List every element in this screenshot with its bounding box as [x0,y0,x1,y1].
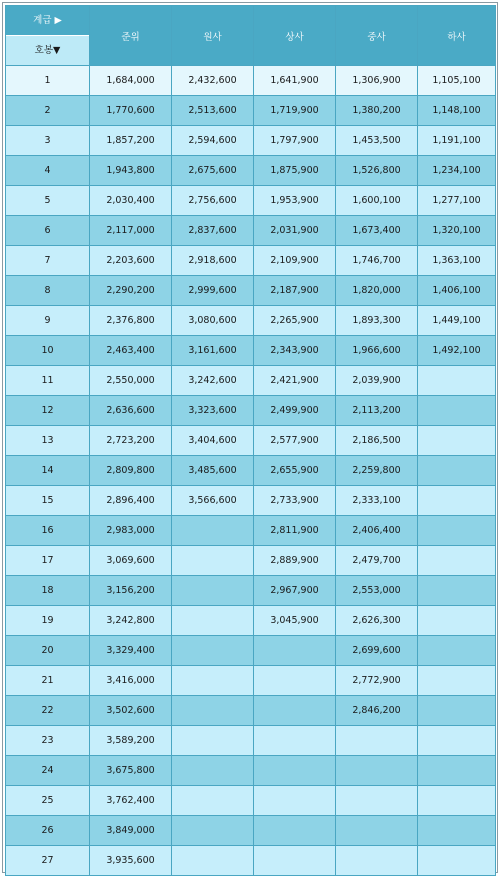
pay-cell [172,576,254,606]
step-cell: 3 [6,126,90,156]
table-row [6,126,496,156]
pay-cell [172,606,254,636]
corner-header [6,6,90,66]
pay-cell: 1,684,000 [90,66,172,96]
pay-cell: 2,983,000 [90,516,172,546]
pay-table [5,5,496,876]
column-header: 원사 [172,6,254,66]
pay-cell: 3,416,000 [90,666,172,696]
pay-cell [172,816,254,846]
pay-cell: 1,746,700 [336,246,418,276]
step-cell: 24 [6,756,90,786]
table-row [6,546,496,576]
step-cell: 16 [6,516,90,546]
table-row [6,456,496,486]
step-cell: 1 [6,66,90,96]
table-row [6,696,496,726]
pay-cell: 2,967,900 [254,576,336,606]
pay-cell: 1,453,500 [336,126,418,156]
table-row [6,666,496,696]
pay-cell: 2,113,200 [336,396,418,426]
pay-cell: 3,849,000 [90,816,172,846]
pay-cell: 2,187,900 [254,276,336,306]
pay-cell: 3,242,600 [172,366,254,396]
pay-cell [418,756,496,786]
step-cell: 18 [6,576,90,606]
pay-cell [336,786,418,816]
pay-cell: 1,820,000 [336,276,418,306]
table-row [6,276,496,306]
step-cell: 17 [6,546,90,576]
pay-cell: 2,811,900 [254,516,336,546]
pay-cell [336,756,418,786]
step-cell: 21 [6,666,90,696]
pay-cell: 2,039,900 [336,366,418,396]
table-row [6,636,496,666]
pay-cell [254,756,336,786]
pay-cell [172,756,254,786]
pay-cell [418,726,496,756]
table-row [6,246,496,276]
table-row [6,756,496,786]
pay-cell [172,726,254,756]
pay-cell [418,456,496,486]
step-cell: 22 [6,696,90,726]
table-body [6,66,496,876]
step-cell: 4 [6,156,90,186]
step-cell: 25 [6,786,90,816]
step-cell: 12 [6,396,90,426]
pay-cell: 2,626,300 [336,606,418,636]
pay-cell: 2,479,700 [336,546,418,576]
pay-cell: 2,259,800 [336,456,418,486]
pay-cell: 1,719,900 [254,96,336,126]
table-row [6,486,496,516]
pay-cell [254,666,336,696]
pay-cell [418,606,496,636]
step-cell: 26 [6,816,90,846]
pay-cell: 2,117,000 [90,216,172,246]
pay-cell [418,396,496,426]
pay-cell [418,546,496,576]
pay-cell: 1,770,600 [90,96,172,126]
step-cell: 27 [6,846,90,876]
pay-cell: 1,857,200 [90,126,172,156]
pay-cell: 3,161,600 [172,336,254,366]
pay-cell: 2,889,900 [254,546,336,576]
pay-cell: 3,329,400 [90,636,172,666]
step-cell: 10 [6,336,90,366]
pay-cell [254,636,336,666]
pay-cell [172,846,254,876]
pay-cell: 3,242,800 [90,606,172,636]
pay-cell: 2,463,400 [90,336,172,366]
pay-cell [418,366,496,396]
pay-cell [418,426,496,456]
pay-cell: 2,290,200 [90,276,172,306]
pay-cell: 1,380,200 [336,96,418,126]
pay-cell: 2,030,400 [90,186,172,216]
pay-cell: 2,203,600 [90,246,172,276]
pay-cell [254,726,336,756]
pay-cell: 1,492,100 [418,336,496,366]
pay-cell: 1,641,900 [254,66,336,96]
table-row [6,306,496,336]
table-row [6,576,496,606]
pay-cell: 1,943,800 [90,156,172,186]
pay-cell: 2,513,600 [172,96,254,126]
step-cell: 19 [6,606,90,636]
table-row [6,186,496,216]
pay-cell: 3,404,600 [172,426,254,456]
pay-cell [418,696,496,726]
column-header: 중사 [336,6,418,66]
pay-cell [418,486,496,516]
pay-cell [254,696,336,726]
step-cell: 2 [6,96,90,126]
pay-cell [418,576,496,606]
pay-cell: 1,234,100 [418,156,496,186]
header-row [6,6,496,66]
pay-cell: 1,893,300 [336,306,418,336]
pay-cell: 2,109,900 [254,246,336,276]
pay-cell: 2,421,900 [254,366,336,396]
pay-cell: 2,594,600 [172,126,254,156]
pay-cell: 3,069,600 [90,546,172,576]
step-cell: 5 [6,186,90,216]
table-row [6,426,496,456]
pay-cell [418,816,496,846]
pay-cell: 1,277,100 [418,186,496,216]
pay-cell: 2,846,200 [336,696,418,726]
pay-cell [172,516,254,546]
pay-cell: 3,675,800 [90,756,172,786]
table-row [6,786,496,816]
pay-cell: 2,376,800 [90,306,172,336]
step-cell: 15 [6,486,90,516]
pay-cell: 2,343,900 [254,336,336,366]
table-row [6,396,496,426]
pay-cell: 2,577,900 [254,426,336,456]
pay-cell: 1,406,100 [418,276,496,306]
pay-cell: 3,589,200 [90,726,172,756]
pay-cell: 2,406,400 [336,516,418,546]
column-header: 하사 [418,6,496,66]
pay-cell: 3,502,600 [90,696,172,726]
pay-cell: 2,896,400 [90,486,172,516]
pay-cell [336,726,418,756]
step-cell: 23 [6,726,90,756]
pay-cell: 2,265,900 [254,306,336,336]
step-cell: 6 [6,216,90,246]
pay-cell: 2,499,900 [254,396,336,426]
step-cell: 20 [6,636,90,666]
table-row [6,336,496,366]
pay-cell: 1,148,100 [418,96,496,126]
table-frame [2,2,498,873]
pay-cell [254,786,336,816]
pay-cell [172,666,254,696]
pay-cell: 3,935,600 [90,846,172,876]
table-row [6,606,496,636]
pay-cell [418,846,496,876]
pay-cell: 1,600,100 [336,186,418,216]
pay-cell: 1,526,800 [336,156,418,186]
pay-cell: 3,485,600 [172,456,254,486]
column-header: 준위 [90,6,172,66]
grade-axis-label: 계급 ▶ [33,15,62,26]
pay-cell: 2,675,600 [172,156,254,186]
table-row [6,366,496,396]
table-row [6,816,496,846]
pay-cell: 1,673,400 [336,216,418,246]
pay-cell: 2,636,600 [90,396,172,426]
pay-cell: 2,837,600 [172,216,254,246]
pay-cell: 2,733,900 [254,486,336,516]
table-row [6,216,496,246]
pay-cell: 3,323,600 [172,396,254,426]
pay-cell [418,666,496,696]
pay-cell: 2,333,100 [336,486,418,516]
pay-cell: 1,306,900 [336,66,418,96]
table-row [6,846,496,876]
pay-cell: 1,953,900 [254,186,336,216]
table-row [6,66,496,96]
pay-cell: 2,772,900 [336,666,418,696]
pay-cell: 2,550,000 [90,366,172,396]
pay-cell: 2,756,600 [172,186,254,216]
pay-cell [172,786,254,816]
pay-cell: 1,797,900 [254,126,336,156]
pay-cell [418,516,496,546]
pay-cell: 2,432,600 [172,66,254,96]
pay-cell [418,636,496,666]
pay-cell: 3,566,600 [172,486,254,516]
table-row [6,726,496,756]
pay-cell: 2,809,800 [90,456,172,486]
step-axis-label: 호봉▼ [6,35,89,65]
pay-cell: 2,031,900 [254,216,336,246]
pay-cell: 1,966,600 [336,336,418,366]
step-cell: 11 [6,366,90,396]
table-row [6,516,496,546]
pay-cell [254,846,336,876]
pay-cell: 1,449,100 [418,306,496,336]
pay-cell [336,846,418,876]
pay-cell: 1,363,100 [418,246,496,276]
pay-cell [172,636,254,666]
pay-cell: 2,999,600 [172,276,254,306]
pay-cell: 1,320,100 [418,216,496,246]
pay-cell: 3,762,400 [90,786,172,816]
pay-cell: 1,875,900 [254,156,336,186]
pay-cell: 2,186,500 [336,426,418,456]
column-header: 상사 [254,6,336,66]
pay-cell: 2,553,000 [336,576,418,606]
pay-cell: 2,918,600 [172,246,254,276]
pay-cell: 3,045,900 [254,606,336,636]
step-cell: 13 [6,426,90,456]
table-row [6,96,496,126]
pay-cell: 1,191,100 [418,126,496,156]
pay-cell: 2,699,600 [336,636,418,666]
pay-cell: 2,655,900 [254,456,336,486]
pay-cell [336,816,418,846]
pay-cell [172,546,254,576]
pay-cell: 1,105,100 [418,66,496,96]
step-cell: 7 [6,246,90,276]
pay-cell [172,696,254,726]
pay-cell: 3,080,600 [172,306,254,336]
table-row [6,156,496,186]
pay-cell: 2,723,200 [90,426,172,456]
step-cell: 9 [6,306,90,336]
step-cell: 14 [6,456,90,486]
pay-cell: 3,156,200 [90,576,172,606]
pay-cell [254,816,336,846]
step-cell: 8 [6,276,90,306]
pay-cell [418,786,496,816]
